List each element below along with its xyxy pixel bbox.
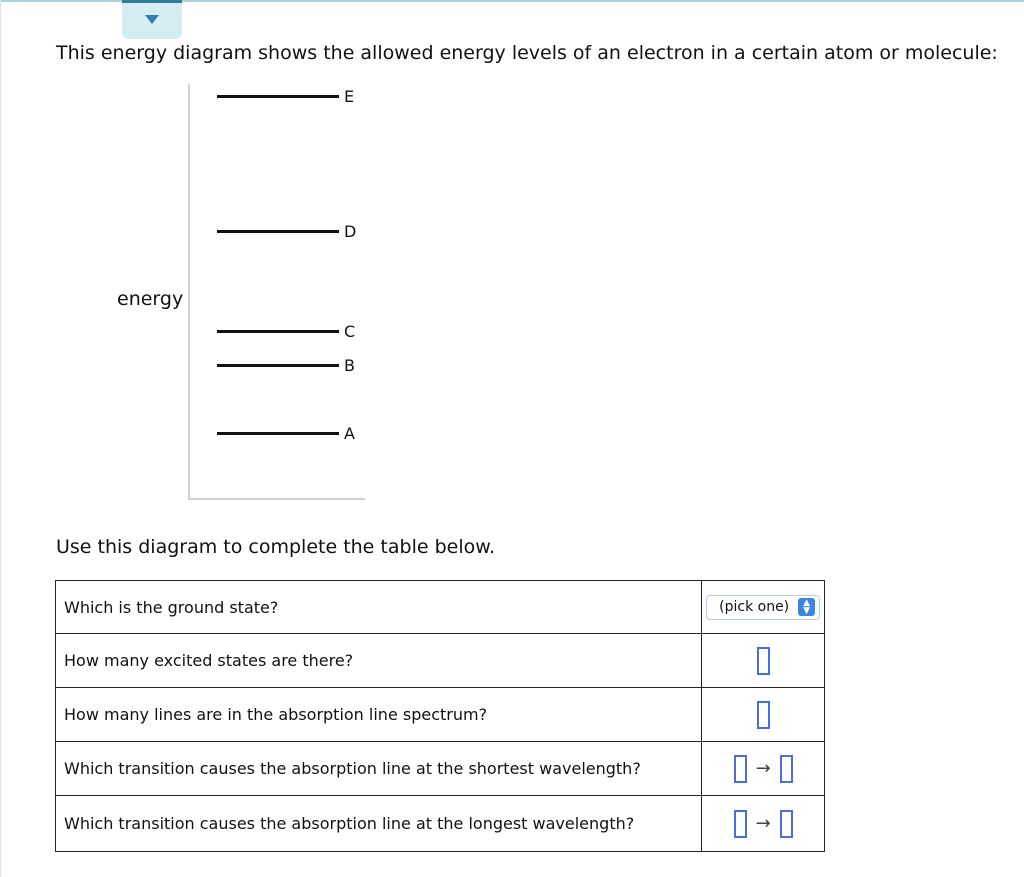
question-shortest-wavelength: Which transition causes the absorption line at the shortest wavelength? [56,742,702,796]
answer-cell [702,581,825,634]
absorption-lines-input[interactable] [757,701,770,729]
longest-transition-from-input[interactable] [734,810,747,838]
select-value: (pick one) [719,599,790,615]
table-row [56,688,825,742]
question-longest-wavelength: Which transition causes the absorption line at the longest wavelength? [56,796,702,852]
excited-states-input[interactable] [757,647,770,675]
answer-cell [702,742,825,796]
answer-cell [702,634,825,688]
collapse-toggle-button[interactable] [122,0,182,39]
energy-level-label-c: C [344,322,356,341]
table-row [56,634,825,688]
energy-level-line-c [217,330,339,333]
energy-axis-horizontal [188,498,365,500]
question-absorption-lines: How many lines are in the absorption line spectrum? [56,688,702,742]
up-down-chevron-icon: ▲ ▼ [798,598,815,616]
right-arrow-icon: → [755,758,771,779]
shortest-transition-from-input[interactable] [734,755,747,783]
right-arrow-icon: → [755,813,771,834]
energy-level-label-e: E [344,87,355,106]
energy-axis-vertical [188,84,190,500]
question-table [55,580,825,852]
table-row [56,581,825,634]
instruction-text: Use this diagram to complete the table below. [56,536,496,558]
energy-level-label-a: A [344,424,355,443]
energy-level-line-b [217,364,339,367]
intro-text: This energy diagram shows the allowed energy levels of an electron in a certain atom or molecule: [56,42,998,64]
left-border [0,0,1,877]
shortest-transition-to-input[interactable] [780,755,793,783]
triangle-down-icon [145,15,159,24]
energy-level-label-d: D [344,222,357,241]
energy-axis-label: energy [117,288,184,310]
question-ground-state: Which is the ground state? [56,581,702,634]
energy-level-label-b: B [344,356,355,375]
energy-level-line-a [217,432,339,435]
table-row [56,796,825,852]
answer-cell [702,688,825,742]
energy-level-line-e [217,95,339,98]
question-excited-states: How many excited states are there? [56,634,702,688]
table-row [56,742,825,796]
longest-transition-to-input[interactable] [780,810,793,838]
energy-level-line-d [217,230,339,233]
answer-cell [702,796,825,852]
ground-state-select[interactable] [706,595,820,620]
